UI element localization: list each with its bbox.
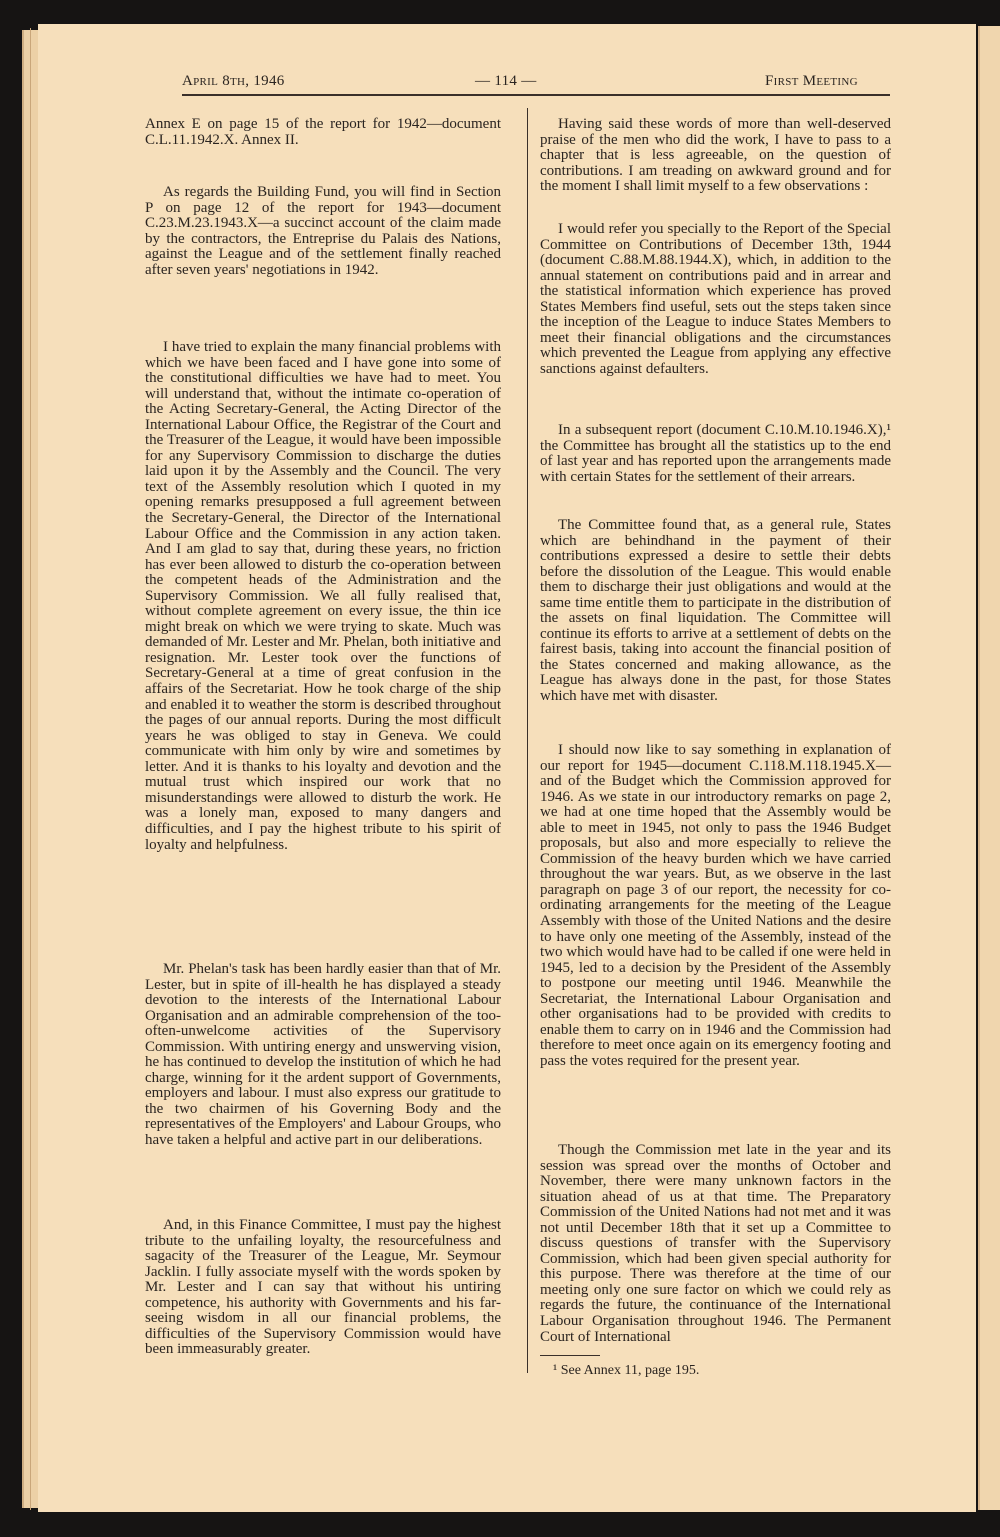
left-paragraph-5: And, in this Finance Committee, I must pay the highest tribute to the unfailing loyalty, the resourcefulness and sagacity of the Treasurer of the League, Mr. Seymour Jacklin. I fully associate myself with the words spoken by Mr. Lester and I can say that without his untiring competence, his authority with Governments and his far-seeing wisdom in all our financial problems, the difficulties of the Supervisory Commission would have been immeasurably greater.: [145, 1217, 501, 1358]
left-paragraph-1: Annex E on page 15 of the report for 1942—document C.L.11.1942.X. Annex II.: [145, 116, 501, 148]
left-paragraph-3: I have tried to explain the many financial problems with which we have been faced and I have gone into some of the constitutional difficulties we have had to meet. You will understand that, without the intimate co-operation of the Acting Secretary-General, the Acting Director of the International Labour Office, the Registrar of the Court and the Treasurer of the League, it would have been impossible for any Supervisory Commission to discharge the duties laid upon it by the Assembly and the Council. The very text of the Assembly resolution which I quoted in my opening remarks presupposed a full agreement between the Secretary-General, the Director of the International Labour Office and the Commission in any action taken. And I am glad to say that, during these years, no friction has ever been allowed to disturb the co-operation between the competent heads of the Administration and the Supervisory Commission. We all fully realised that, without complete agreement on every issue, the thin ice might break on which we were trying to skate. Much was demanded of Mr. Lester and Mr. Phelan, both initiative and resignation. Mr. Lester took over the functions of Secretary-General at a time of great confusion in the affairs of the Secretariat. How he took charge of the ship and enabled it to weather the storm is described throughout the pages of our annual reports. During the most difficult years he was obliged to stay in Geneva. We could communicate with him only by wire and sometimes by letter. And it is thanks to his loyalty and devotion and the mutual trust which inspired our work that no misunderstandings were allowed to disturb the work. He was a lonely man, exposed to many dangers and difficulties, and I pay the highest tribute to his spirit of loyalty and helpfulness.: [145, 339, 501, 853]
left-paragraph-2: As regards the Building Fund, you will find in Section P on page 12 of the report for 1943—document C.23.M.23.1943.X—a succinct account of the claim made by the contractors, the Entreprise du Palais des Nations, against the League and of the settlement finally reached after seven years' negotiations in 1942.: [145, 184, 501, 278]
footnote-rule: [540, 1355, 600, 1356]
footnote: ¹ See Annex 11, page 195.: [553, 1363, 700, 1378]
right-paragraph-3: In a subsequent report (document C.10.M.10.1946.X),¹ the Committee has brought all the statistics up to the end of last year and has reported upon the arrangements made with certain States for the settlement of their arrears.: [540, 422, 891, 485]
right-paragraph-4: The Committee found that, as a general rule, States which are behindhand in the payment of their contributions expressed a desire to settle their debts before the dissolution of the League. This would enable them to discharge their just obligations and would at the same time entitle them to participate in the distribution of the assets on final liquidation. The Committee will continue its efforts to arrive at a settlement of debts on the fairest basis, taking into account the financial position of the States concerned and making allowance, as the League has always done in the past, for those States which have met with disaster.: [540, 517, 891, 705]
right-paragraph-5: I should now like to say something in explanation of our report for 1945—document C.118.M.118.1945.X—and of the Budget which the Commission approved for 1946. As we state in our introductory remarks on page 2, we had at one time hoped that the Assembly would be able to meet in 1945, not only to pass the 1946 Budget proposals, but also and more especially to relieve the Commission of the heavy burden which we have carried throughout the war years. But, as we observe in the last paragraph on page 3 of our report, the necessity for co-ordinating arrangements for the meeting of the League Assembly with those of the United Nations and the desire to have only one meeting of the Assembly, instead of the two which would have had to be called if one were held in 1945, led to a decision by the President of the Assembly to postpone our meeting until 1946. Meanwhile the Secretariat, the International Labour Organisation and other organisations had to be provided with credits to enable them to carry on in 1946 and the Commission had therefore to meet once again on its emergency footing and pass the votes required for the present year.: [540, 742, 891, 1069]
left-paragraph-4: Mr. Phelan's task has been hardly easier than that of Mr. Lester, but in spite of ill-health he has displayed a steady devotion to the interests of the International Labour Organisation and an admirable comprehension of the too-often-unwelcome activities of the Supervisory Commission. With untiring energy and unswerving vision, he has continued to develop the institution of which he had charge, winning for it the ardent support of Governments, employers and labour. I must also express our gratitude to the two chairmen of his Governing Body and the representatives of the Employers' and Labour Groups, who have taken a helpful and active part in our deliberations.: [145, 961, 501, 1149]
header-page-number: — 114 —: [475, 73, 537, 89]
right-paragraph-6: Though the Commission met late in the year and its session was spread over the months of October and November, there were many unknown factors in the situation ahead of us at that time. The Preparatory Commission of the United Nations had not met and it was not until December 18th that it set up a Committee to discuss questions of transfer with the Supervisory Commission, which had been given special authority for this purpose. There was therefore at the time of our meeting only one sure factor on which we could rely as regards the future, the continuance of the International Labour Organisation throughout 1946. The Permanent Court of International: [540, 1142, 891, 1345]
header-rule: [182, 94, 890, 96]
right-paragraph-2: I would refer you specially to the Report of the Special Committee on Contributions of December 13th, 1944 (document C.88.M.88.1944.X), which, in addition to the annual statement on contributions paid and in arrear and the statistical information which experience has proved States Members find useful, sets out the steps taken since the inception of the League to induce States Members to meet their financial obligations and the circumstances which prevented the League from applying any effective sanctions against defaulters.: [540, 221, 891, 377]
header-date: April 8th, 1946: [182, 73, 285, 89]
column-divider: [527, 108, 528, 1373]
right-paragraph-1: Having said these words of more than well-deserved praise of the men who did the work, I have to pass to a chapter that is less agreeable, on the question of contributions. I am treading on awkward ground and for the moment I shall limit myself to a few observations :: [540, 116, 891, 195]
header-section: First Meeting: [765, 73, 858, 89]
next-page-edge: [978, 26, 1000, 1510]
